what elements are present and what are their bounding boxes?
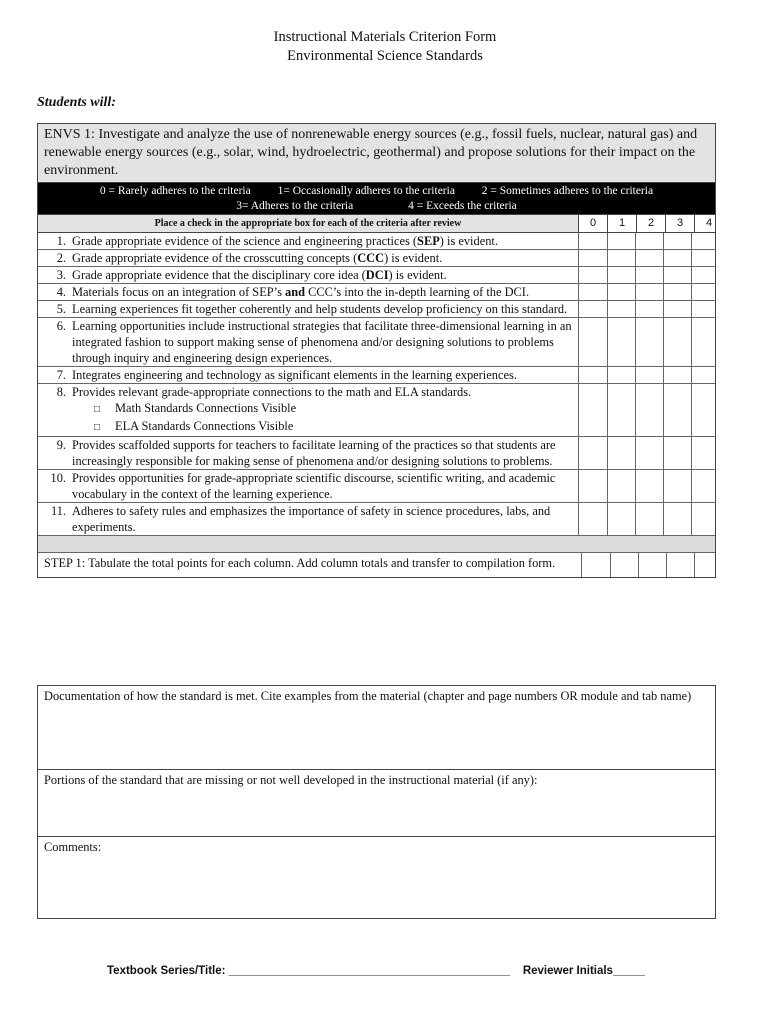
- criterion-text: Learning experiences fit together coherently and help students develop proficiency on this standard.: [72, 302, 568, 316]
- rating-cell[interactable]: [607, 250, 635, 266]
- scale-0: 0 = Rarely adheres to the criteria: [99, 185, 251, 197]
- rating-cell[interactable]: [663, 367, 691, 383]
- rating-cell[interactable]: [578, 301, 607, 317]
- rating-cell[interactable]: [578, 384, 607, 436]
- rating-cell[interactable]: [578, 470, 607, 502]
- criterion: [38, 250, 578, 266]
- criterion-text: Provides scaffolded supports for teachers to facilitate learning of the practices so that students are increasingly responsible for making sense of phenomena and/or designing solutions to problems.: [72, 438, 556, 468]
- table-row: [38, 318, 715, 367]
- column-3: 3: [665, 215, 694, 232]
- rating-cell[interactable]: [663, 437, 691, 469]
- criterion: [38, 503, 578, 535]
- column-4: 4: [694, 215, 723, 232]
- rating-cell[interactable]: [607, 284, 635, 300]
- criterion-number: 6.: [56, 319, 66, 333]
- criterion-text: Provides opportunities for grade-appropriate scientific discourse, scientific writing, and academic vocabulary in the context of the learning experience.: [72, 471, 556, 501]
- scale-4: 4 = Exceeds the criteria: [408, 200, 517, 212]
- step1-text: STEP 1: Tabulate the total points for each column. Add column totals and transfer to compilation form.: [44, 556, 556, 570]
- rating-cell[interactable]: [635, 384, 663, 436]
- rating-cell[interactable]: [607, 503, 635, 535]
- column-2: 2: [636, 215, 665, 232]
- rating-cell[interactable]: [578, 318, 607, 366]
- table-row: [38, 384, 715, 437]
- table-row: [38, 367, 715, 384]
- total-cell[interactable]: [581, 553, 610, 577]
- documentation-table: [37, 685, 716, 919]
- rating-cell[interactable]: [607, 267, 635, 283]
- criteria-table: [37, 123, 716, 578]
- criterion-number: 4.: [56, 285, 66, 299]
- rating-cell[interactable]: [691, 233, 719, 249]
- rating-cell[interactable]: [663, 233, 691, 249]
- rating-cell[interactable]: [635, 367, 663, 383]
- rating-cell[interactable]: [663, 284, 691, 300]
- connection-checkbox-item[interactable]: [72, 418, 575, 436]
- rating-cell[interactable]: [635, 284, 663, 300]
- criterion: [38, 318, 578, 366]
- rating-cell[interactable]: [663, 384, 691, 436]
- criterion: [38, 384, 578, 436]
- table-row: [38, 250, 715, 267]
- rating-cell[interactable]: [663, 318, 691, 366]
- rating-cell[interactable]: [635, 233, 663, 249]
- rating-cell[interactable]: [691, 503, 719, 535]
- criterion-number: 11.: [50, 504, 66, 518]
- checkbox-icon[interactable]: □: [94, 404, 101, 415]
- comments-field[interactable]: [38, 837, 715, 918]
- rating-cell[interactable]: [607, 367, 635, 383]
- rating-cell[interactable]: [663, 503, 691, 535]
- rating-cell[interactable]: [578, 437, 607, 469]
- students-will-label: Students will:: [37, 95, 116, 110]
- table-row: [38, 503, 715, 536]
- total-cell[interactable]: [666, 553, 694, 577]
- checkbox-label: ELA Standards Connections Visible: [115, 419, 294, 433]
- criterion-number: 1.: [56, 234, 66, 248]
- rating-cell[interactable]: [663, 301, 691, 317]
- rating-cell[interactable]: [663, 470, 691, 502]
- criterion-number: 2.: [56, 251, 66, 265]
- table-row: [38, 437, 715, 470]
- separator-row: [38, 536, 715, 553]
- check-instruction: Place a check in the appropriate box for each of the criteria after review: [38, 215, 578, 232]
- table-row: [38, 267, 715, 284]
- missing-field[interactable]: [38, 770, 715, 837]
- documentation-label: Documentation of how the standard is met. Cite examples from the material (chapter and page numbers OR module and tab name): [44, 689, 692, 703]
- rating-cell[interactable]: [635, 318, 663, 366]
- criterion: [38, 470, 578, 502]
- table-row: [38, 233, 715, 250]
- criterion: [38, 233, 578, 249]
- rating-cell[interactable]: [607, 437, 635, 469]
- rating-cell[interactable]: [578, 233, 607, 249]
- column-0: 0: [578, 215, 607, 232]
- rating-cell[interactable]: [691, 384, 719, 436]
- total-cell[interactable]: [694, 553, 722, 577]
- rating-cell[interactable]: [607, 233, 635, 249]
- total-cell[interactable]: [638, 553, 666, 577]
- criterion-text: Grade appropriate evidence of the science and engineering practices (SEP) is evident.: [72, 234, 498, 248]
- missing-label: Portions of the standard that are missing or not well developed in the instructional material (if any):: [44, 773, 538, 787]
- step1-row: [38, 553, 715, 577]
- criterion-number: 10.: [50, 471, 66, 485]
- criterion: [38, 367, 578, 383]
- criterion: [38, 284, 578, 300]
- footer-signature-line: Textbook Series/Title: ____________________________________________ Reviewer Initials_____: [107, 965, 645, 977]
- rating-cell[interactable]: [691, 437, 719, 469]
- form-subtitle: Environmental Science Standards: [287, 48, 483, 64]
- rating-cell[interactable]: [635, 267, 663, 283]
- rating-cell[interactable]: [578, 503, 607, 535]
- rating-cell[interactable]: [691, 267, 719, 283]
- scale-1: 1= Occasionally adheres to the criteria: [277, 185, 455, 197]
- criterion-number: 9.: [56, 438, 66, 452]
- rating-cell[interactable]: [635, 250, 663, 266]
- criterion: [38, 437, 578, 469]
- connection-checkbox-item[interactable]: [72, 400, 575, 418]
- rating-cell[interactable]: [663, 267, 691, 283]
- rating-cell[interactable]: [635, 301, 663, 317]
- rating-cell[interactable]: [607, 470, 635, 502]
- criterion-text: Materials focus on an integration of SEP’s and CCC’s into the in-depth learning of the DCI.: [72, 285, 530, 299]
- rating-cell[interactable]: [691, 318, 719, 366]
- rating-cell[interactable]: [663, 250, 691, 266]
- rating-cell[interactable]: [635, 437, 663, 469]
- rating-cell[interactable]: [578, 284, 607, 300]
- form-title: Instructional Materials Criterion Form: [273, 29, 497, 45]
- rating-cell[interactable]: [691, 284, 719, 300]
- rating-cell[interactable]: [691, 250, 719, 266]
- comments-label: Comments:: [44, 840, 102, 854]
- criterion-text: Integrates engineering and technology as significant elements in the learning experiences.: [72, 368, 517, 382]
- checkbox-icon[interactable]: □: [94, 422, 101, 433]
- column-1: 1: [607, 215, 636, 232]
- rating-cell[interactable]: [607, 301, 635, 317]
- rating-cell[interactable]: [607, 318, 635, 366]
- criterion-number: 8.: [56, 385, 66, 399]
- checkbox-label: Math Standards Connections Visible: [115, 401, 297, 415]
- table-header: [38, 214, 715, 233]
- scale-2: 2 = Sometimes adheres to the criteria: [481, 185, 654, 197]
- criterion-text: Learning opportunities include instructional strategies that facilitate three-dimensional learning in an integrated fashion to support making sense of phenomena and/or designing solutions to problems through inquiry and engineering design experiences.: [72, 319, 572, 365]
- rating-cell[interactable]: [635, 470, 663, 502]
- rating-cell[interactable]: [691, 470, 719, 502]
- table-row: [38, 301, 715, 318]
- rating-cell[interactable]: [578, 250, 607, 266]
- table-row: [38, 470, 715, 503]
- criterion-number: 7.: [56, 368, 66, 382]
- criterion-text: Grade appropriate evidence of the crosscutting concepts (CCC) is evident.: [72, 251, 443, 265]
- scale-3: 3= Adheres to the criteria: [236, 200, 354, 212]
- criterion: [38, 301, 578, 317]
- rating-cell[interactable]: [578, 367, 607, 383]
- criterion-number: 3.: [56, 268, 66, 282]
- rating-cell[interactable]: [691, 367, 719, 383]
- table-row: [38, 284, 715, 301]
- rating-cell[interactable]: [635, 503, 663, 535]
- rating-cell[interactable]: [607, 384, 635, 436]
- documentation-field[interactable]: [38, 686, 715, 770]
- total-cell[interactable]: [610, 553, 638, 577]
- rating-scale: [38, 183, 715, 214]
- rating-cell[interactable]: [691, 301, 719, 317]
- rating-cell[interactable]: [578, 267, 607, 283]
- criterion-text: Adheres to safety rules and emphasizes the importance of safety in science procedures, labs, and experiments.: [72, 504, 551, 534]
- criterion-text: Provides relevant grade-appropriate connections to the math and ELA standards.: [72, 385, 472, 399]
- standard-description: ENVS 1: Investigate and analyze the use of nonrenewable energy sources (e.g., fossil fuels, nuclear, natural gas) and renewable energy sources (e.g., solar, wind, hydroelectric, geothermal) and propose solutions for their impact on the environment.: [38, 124, 715, 183]
- criterion: [38, 267, 578, 283]
- criterion-number: 5.: [56, 302, 66, 316]
- criterion-text: Grade appropriate evidence that the disciplinary core idea (DCI) is evident.: [72, 268, 447, 282]
